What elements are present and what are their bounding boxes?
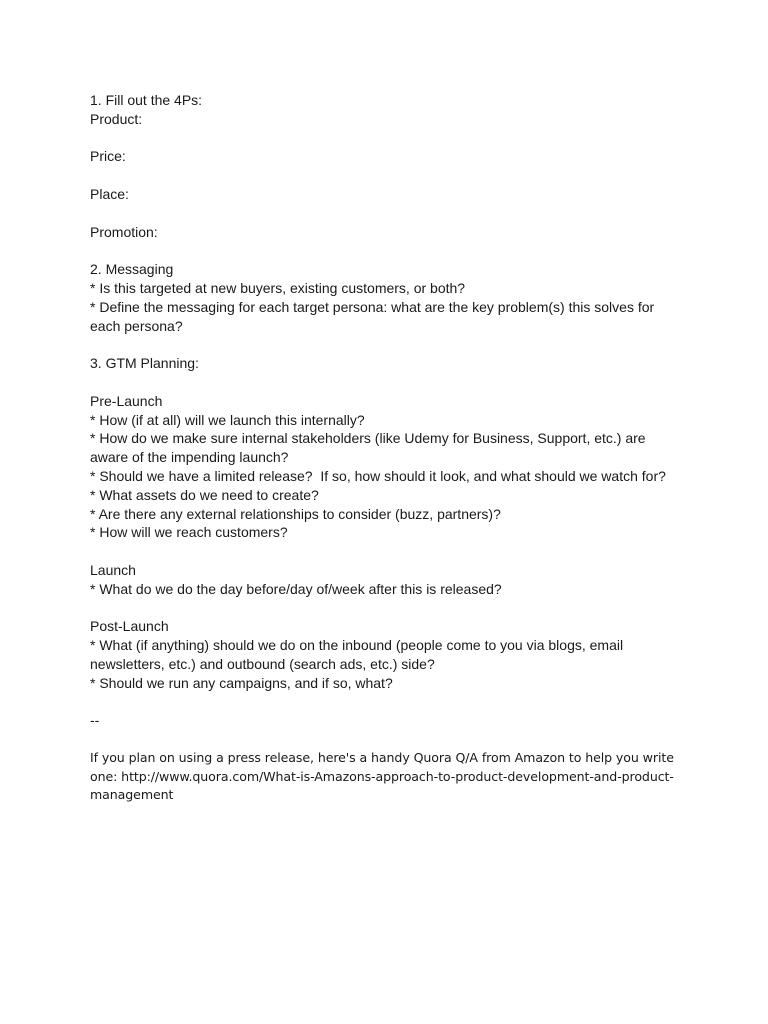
postlaunch-bullet: * What (if anything) should we do on the inbound (people come to you via blogs, email [90,637,624,654]
blank-line [90,241,690,260]
prelaunch-bullet: * What assets do we need to create? [90,486,319,503]
messaging-bullet: * Is this targeted at new buyers, existing customers, or both? [90,279,466,296]
postlaunch-heading: Post-Launch [90,618,169,635]
prelaunch-bullet: * Should we have a limited release? If so, how should it look, and what should we watch for? [90,467,666,484]
section-2-heading: 2. Messaging [90,261,174,278]
blank-line [90,599,690,618]
blank-line [90,730,690,749]
blank-line [90,373,690,392]
prelaunch-bullet: * How (if at all) will we launch this internally? [90,411,365,428]
launch-heading: Launch [90,561,136,578]
messaging-bullet: * Define the messaging for each target persona: what are the key problem(s) this solves for [90,298,655,315]
press-note-line: management [90,787,174,803]
price-label: Price: [90,148,126,165]
blank-line [90,129,690,148]
prelaunch-bullet: * Are there any external relationships to consider (buzz, partners)? [90,505,501,522]
separator: -- [90,712,100,729]
prelaunch-bullet: * How will we reach customers? [90,524,288,541]
press-note-line: one: http://www.quora.com/What-is-Amazons-approach-to-product-development-and-product- [90,768,674,784]
promotion-label: Promotion: [90,223,158,240]
blank-line [90,166,690,185]
section-3-heading: 3. GTM Planning: [90,355,199,372]
messaging-bullet-continuation: each persona? [90,317,183,334]
postlaunch-bullet: * Should we run any campaigns, and if so, what? [90,674,393,691]
postlaunch-bullet-continuation: newsletters, etc.) and outbound (search ads, etc.) side? [90,655,435,672]
launch-bullet: * What do we do the day before/day of/week after this is released? [90,580,502,597]
blank-line [90,204,690,223]
blank-line [90,542,690,561]
press-note-line: If you plan on using a press release, here's a handy Quora Q/A from Amazon to help you write [90,749,674,765]
place-label: Place: [90,185,129,202]
blank-line [90,335,690,354]
prelaunch-bullet-continuation: aware of the impending launch? [90,449,289,466]
document-body [90,91,690,805]
product-label: Product: [90,110,143,127]
section-1-heading: 1. Fill out the 4Ps: [90,92,203,108]
blank-line [90,693,690,712]
prelaunch-heading: Pre-Launch [90,392,163,409]
prelaunch-bullet: * How do we make sure internal stakeholders (like Udemy for Business, Support, etc.) are [90,430,646,447]
